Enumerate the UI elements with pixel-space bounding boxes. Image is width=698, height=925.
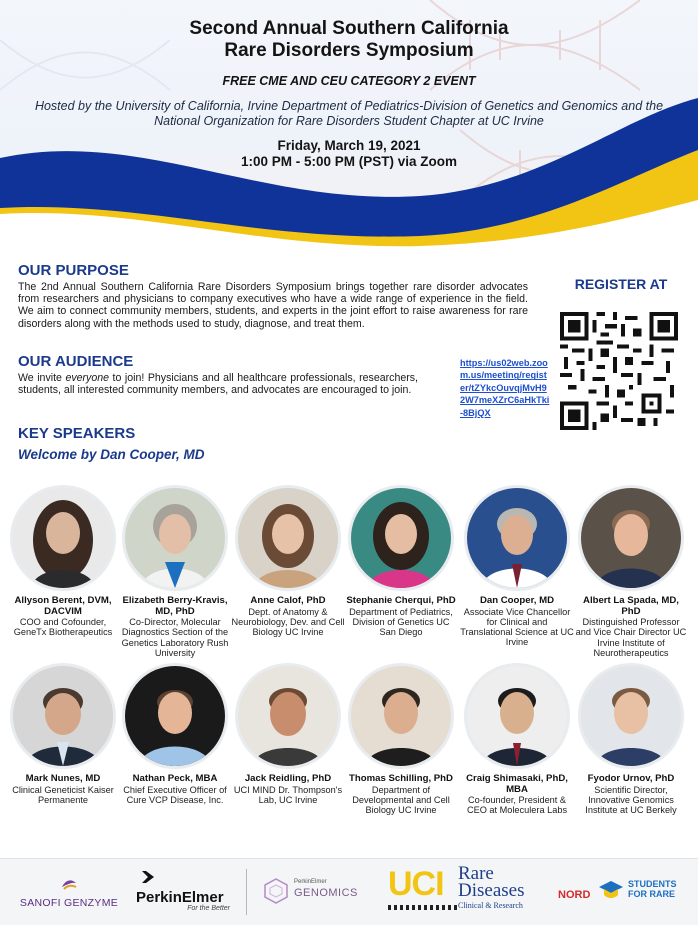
speaker-photo [238,488,338,588]
speaker-name: Fyodor Urnov, PhD [587,773,675,784]
speaker-card [460,488,574,647]
speaker-card [344,488,458,637]
speaker-description: UCI MIND Dr. Thompson's Lab, UC Irvine [233,784,343,805]
speaker-description: Department of Developmental and Cell Biology UC Irvine [352,784,450,815]
purpose-heading: OUR PURPOSE [18,262,129,279]
hosted-by-text: Hosted by the University of California, Irvine Department of Pediatrics-Division of Genetics and Genomics and the National Organization for Rare Disorders Student Chapter at UC Irvine [34,99,664,128]
audience-text [18,372,418,396]
page-title [0,18,698,62]
speaker-card [6,666,120,805]
speaker-name: Allyson Berent, DVM, DACVIM [14,595,112,617]
speaker-photo [351,488,451,588]
speaker-photo [125,666,225,766]
speaker-name: Dan Cooper, MD [479,595,555,606]
speaker-card [574,488,688,658]
perkinelmer-logo [136,869,236,912]
purpose-text: The 2nd Annual Southern California Rare Disorders Symposium brings together rare disorder advocates from researchers and physicians to company executives who have a wide range of experience in the field. We aim to connect community members, students, and experts in the joint effort to raise awareness for rare disorders along with the methods used to study, diagnose, and treat them. [18,281,528,330]
graduation-cap-icon [598,879,624,901]
perkinelmer-tagline: For the Better [187,905,230,912]
event-subtitle: FREE CME AND CEU CATEGORY 2 EVENT [222,74,476,88]
audience-text-emphasis: everyone [65,372,110,384]
speaker-photo [13,488,113,588]
speaker-photo [467,488,567,588]
nord-logo [558,885,590,903]
speaker-name: Mark Nunes, MD [25,773,101,784]
nord-text: NORD [558,889,591,901]
speaker-name: Albert La Spada, MD, PhD [583,595,679,617]
speaker-card [118,488,232,658]
speaker-name: Jack Reidling, PhD [244,773,332,784]
rare-text: Rare [458,863,494,884]
perkinelmer-text: PerkinElmer [136,889,224,906]
diseases-text: Diseases [458,880,525,901]
students-text: STUDENTS [628,879,677,889]
speaker-name: Thomas Schilling, PhD [349,773,453,784]
perkinelmer-mark-icon [136,869,158,885]
speaker-card [231,488,345,637]
speaker-name: Anne Calof, PhD [250,595,326,606]
speaker-card [231,666,345,805]
speaker-name: Stephanie Cherqui, PhD [346,595,456,606]
speaker-photo [581,666,681,766]
welcome-line: Welcome by Dan Cooper, MD [18,447,205,462]
speaker-description: Chief Executive Officer of Cure VCP Disease, Inc. [123,784,227,805]
speaker-card [460,666,574,816]
for-rare-text: FOR RARE [628,889,675,899]
genomics-text: GENOMICS [294,887,358,899]
registration-link[interactable]: https://us02web.zoom.us/meeting/register/tZYkcOuvqjMvH92W7meXZrC6aHkTki-8BjQX [460,358,550,418]
genomics-hex-icon [262,877,290,905]
speaker-description: COO and Cofounder, GeneTx Biotherapeutics [13,617,113,638]
title-line-2: Rare Disorders Symposium [224,40,474,61]
speaker-name: Nathan Peck, MBA [132,773,218,784]
speaker-description: Clinical Geneticist Kaiser Permanente [12,784,114,805]
sanofi-text: SANOFI GENZYME [19,897,119,909]
event-datetime [0,138,698,170]
header-banner [0,0,698,262]
sponsor-divider [246,869,247,915]
audience-text-after: to join! Physicians and all healthcare professionals, researchers, students, all interested community members, and advocates are encouraged to join. [18,372,418,397]
audience-heading: OUR AUDIENCE [18,353,134,370]
speakers-heading: KEY SPEAKERS [18,425,136,442]
sponsor-footer [0,858,698,925]
speaker-photo [581,488,681,588]
speaker-description: Co-Director, Molecular Diagnostics Section of the Genetics Laboratory Rush University [121,617,229,658]
sanofi-genzyme-logo [10,877,128,911]
speaker-photo [238,666,338,766]
speaker-description: Distinguished Professor and Vice Chair Director UC Irvine Institute of Neurotherapeutics [575,617,687,658]
event-date: Friday, March 19, 2021 [277,138,421,153]
speaker-description: Department of Pediatrics, Division of Genetics UC San Diego [349,606,453,637]
uci-silhouette-strip [388,905,458,910]
speaker-name: Elizabeth Berry-Kravis, MD, PhD [122,595,228,617]
title-line-1: Second Annual Southern California [189,18,509,39]
registration-qr-code[interactable] [560,312,678,430]
uci-rare-diseases-logo [388,865,548,919]
speaker-description: Scientific Director, Innovative Genomics Institute at UC Berkely [585,784,677,815]
speaker-card [344,666,458,815]
genomics-small-text: PerkinElmer [294,879,327,885]
uci-text: UCI [388,865,444,903]
register-heading: REGISTER AT [574,276,668,292]
event-time: 1:00 PM - 5:00 PM (PST) via Zoom [240,154,458,169]
audience-text-before: We invite [18,372,66,384]
speaker-photo [351,666,451,766]
speaker-description: Associate Vice Chancellor for Clinical and Translational Science at UC Irvine [460,606,574,648]
speaker-card [118,666,232,805]
speaker-card [6,488,120,638]
speaker-photo [125,488,225,588]
sanofi-bird-icon [60,877,78,891]
speaker-photo [13,666,113,766]
speaker-description: Co-founder, President & CEO at Moleculera Labs [466,795,568,816]
speaker-name: Craig Shimasaki, PhD, MBA [466,773,568,795]
speaker-photo [467,666,567,766]
speaker-description: Dept. of Anatomy & Neurobiology, Dev. and Cell Biology UC Irvine [231,606,345,637]
clinical-research-text: Clinical & Research [458,901,523,910]
speaker-card [574,666,688,815]
